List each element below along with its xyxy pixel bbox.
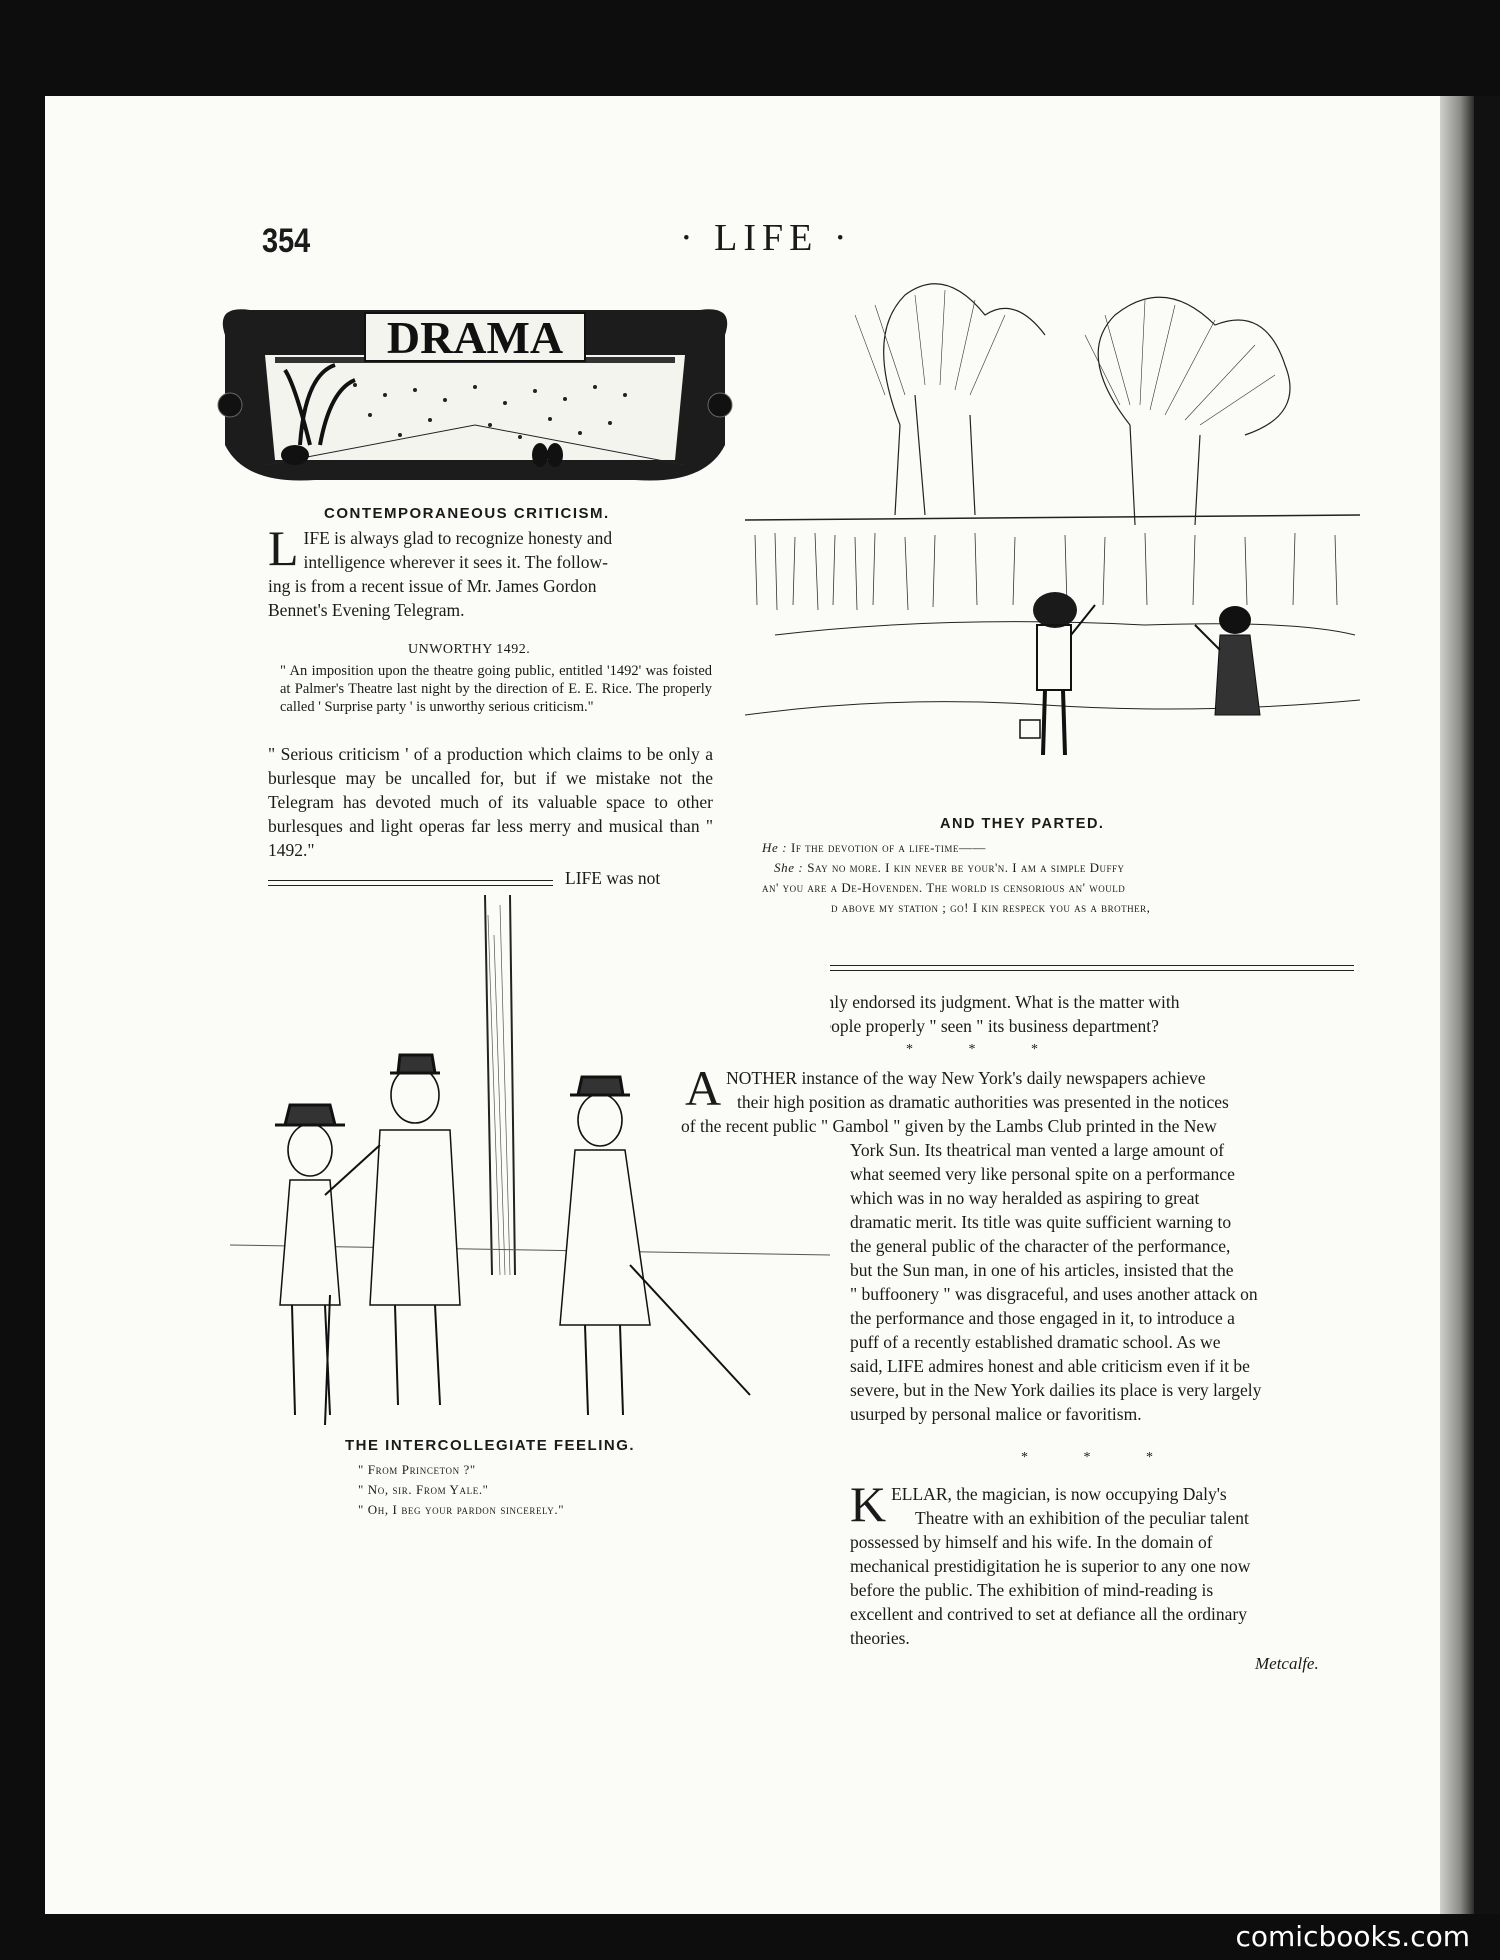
article-line: " buffoonery " was disgraceful, and uses another attack on <box>850 1284 1258 1304</box>
article-line: what seemed very like personal spite on a performance <box>850 1164 1235 1184</box>
masthead: · LIFE · <box>680 217 853 259</box>
drop-cap: K <box>850 1476 887 1532</box>
girl-figure <box>1033 592 1095 755</box>
author-signature: Metcalfe. <box>1255 1654 1319 1673</box>
article-line: dramatic merit. Its title was quite sufficient warning to <box>850 1212 1232 1232</box>
page-number: 354 <box>262 222 311 260</box>
continuation-line: and the public seems to have thoroughly endorsed its judgment. What is the matter with <box>565 992 1180 1012</box>
dialogue-line: " From Princeton ?" <box>358 1462 476 1477</box>
cartoon-dialogue <box>762 838 1362 938</box>
speaker-label: He : <box>762 840 788 855</box>
intro-line: IFE is always glad to recognize honesty and <box>303 528 613 548</box>
book-spine <box>1440 96 1474 1914</box>
drama-banner-text: DRAMA <box>386 312 564 363</box>
quoted-passage: " An imposition upon the theatre going public, entitled '1492' was foisted at Palmer's Theatre last night by the direction of E. E. Rice. The properly called ' Surprise party ' is unworthy serious criticism." <box>280 663 712 715</box>
cartoon-caption-title: AND THEY PARTED. <box>940 816 1105 832</box>
dialogue-line: Say no more. I kin never be your'n. I am a simple Duffy <box>807 860 1125 875</box>
article-line: of the recent public " Gambol " given by the Lambs Club printed in the New <box>681 1116 1217 1136</box>
article-line: the general public of the character of the performance, <box>850 1236 1231 1256</box>
article-line: but the Sun man, in one of his articles, insisted that the <box>850 1260 1234 1280</box>
article-intro <box>268 520 713 622</box>
article-line: which was in no way heralded as aspiring to great <box>850 1188 1200 1208</box>
dialogue-line: that is all! <box>762 920 828 935</box>
article-two-column <box>850 1138 1355 1426</box>
article-line: mechanical prestidigitation he is superior to any one now <box>850 1556 1251 1576</box>
section-rule <box>742 965 1354 971</box>
cartoon-intercollegiate <box>230 895 830 1435</box>
drop-cap: L <box>268 520 299 576</box>
article-two <box>681 1060 1355 1138</box>
drop-cap: A <box>685 1060 722 1116</box>
quote-heading: UNWORTHY 1492. <box>408 642 531 657</box>
side-line: LIFE was not <box>565 868 661 888</box>
student-middle <box>325 1055 460 1405</box>
cartoon-and-they-parted <box>745 275 1360 800</box>
intro-line: ing is from a recent issue of Mr. James Gordon <box>268 576 597 596</box>
dialogue-line: " No, sir. From Yale." <box>358 1482 489 1497</box>
article-three <box>850 1476 1355 1650</box>
article-line: puff of a recently established dramatic school. As we <box>850 1332 1221 1352</box>
side-line: this production a <box>565 916 683 936</box>
article-line: Theatre with an exhibition of the peculiar talent <box>915 1508 1249 1528</box>
article-line: possessed by himself and his wife. In the domain of <box>850 1532 1213 1552</box>
cartoon-dialogue <box>358 1460 718 1520</box>
dialogue-line: an' you are a De-Hovenden. The world is censorious an' would <box>762 880 1126 895</box>
intro-line: Bennet's Evening Telegram. <box>268 600 465 620</box>
dialogue-line: If the devotion of a life-time—— <box>791 840 986 855</box>
intro-line: intelligence wherever it sees it. The follow- <box>303 552 608 572</box>
side-line: alone in giving <box>565 892 670 912</box>
speaker-label: She : <box>774 860 804 875</box>
student-left <box>275 1105 345 1425</box>
dialogue-line: " Oh, I beg your pardon sincerely." <box>358 1502 565 1517</box>
section-separator: * * * <box>906 1042 1064 1057</box>
article-line: the performance and those engaged in it, to introduce a <box>850 1308 1235 1328</box>
article-line: before the public. The exhibition of mind-reading is <box>850 1580 1214 1600</box>
boy-figure <box>1195 606 1260 715</box>
article-line: NOTHER instance of the way New York's daily newspapers achieve <box>726 1068 1206 1088</box>
drama-banner <box>205 295 745 495</box>
article-line: ELLAR, the magician, is now occupying Daly's <box>891 1484 1227 1504</box>
article-heading: CONTEMPORANEOUS CRITICISM. <box>324 505 610 522</box>
continuation-line: the Telegram? Haven't the " 1492 " people properly " seen " its business department? <box>565 1016 1159 1036</box>
article-paragraph: " Serious criticism ' of a production which claims to be only a burlesque may be uncalled for, but if we mistake not the Telegram has devoted much of its valuable space to other burlesques and light operas far less merry and musical than " 1492." <box>268 744 713 860</box>
side-line: high place among <box>565 940 690 960</box>
watermark: comicbooks.com <box>1235 1920 1470 1953</box>
article-line: theories. <box>850 1628 910 1648</box>
scan-edge <box>1474 96 1500 1914</box>
dialogue-line: say I married above my station ; go! I kin respeck you as a brother, <box>762 900 1151 915</box>
side-line: those of its class, <box>565 964 685 984</box>
article-line: excellent and contrived to set at defiance all the ordinary <box>850 1604 1247 1624</box>
article-line: their high position as dramatic authorities was presented in the notices <box>737 1092 1229 1112</box>
cartoon-caption-title: THE INTERCOLLEGIATE FEELING. <box>345 1437 636 1454</box>
section-separator: * * * <box>1021 1450 1179 1465</box>
article-line: severe, but in the New York dailies its place is very largely <box>850 1380 1262 1400</box>
article-line: York Sun. Its theatrical man vented a large amount of <box>850 1140 1225 1160</box>
section-rule <box>268 880 553 886</box>
article-line: usurped by personal malice or favoritism. <box>850 1404 1142 1424</box>
article-line: said, LIFE admires honest and able criticism even if it be <box>850 1356 1250 1376</box>
